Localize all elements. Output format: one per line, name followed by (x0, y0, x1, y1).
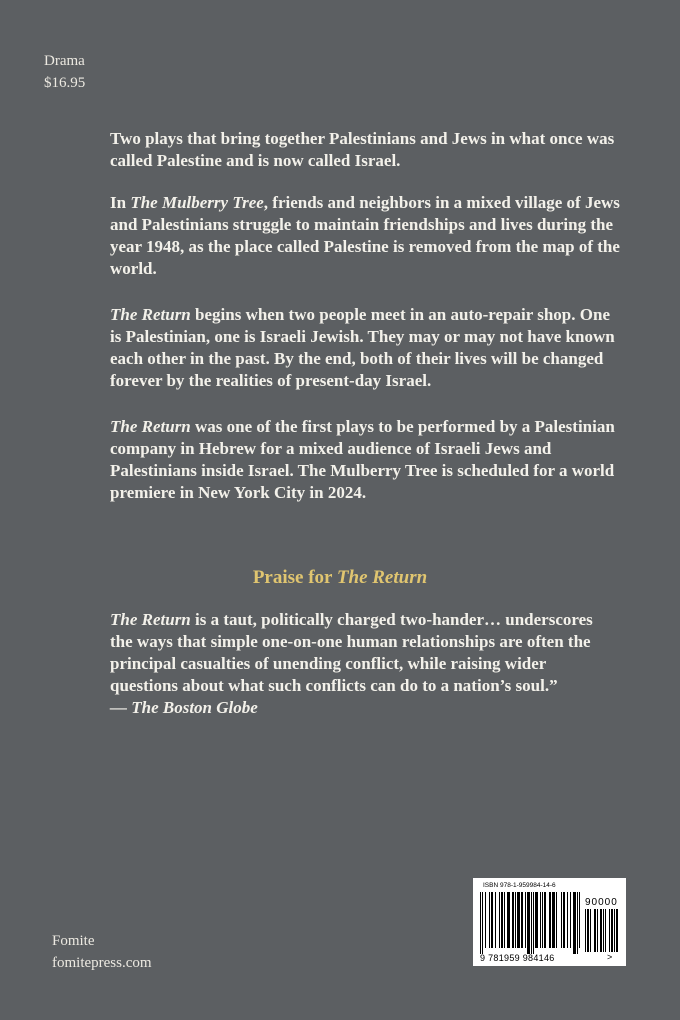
blurb-paragraph-performance (110, 416, 620, 504)
quote-play-title: The Return (110, 610, 191, 629)
description-blurb (110, 128, 620, 524)
quote-source: — The Boston Globe (110, 698, 258, 717)
play-title-return: The Return (110, 305, 191, 324)
blurb-text: In (110, 193, 131, 212)
review-quote (110, 609, 610, 719)
praise-heading-prefix: Praise for (252, 567, 337, 588)
play-title-return: The Return (110, 417, 191, 436)
addon-bars (585, 909, 621, 952)
price-code: 90000 (585, 897, 618, 908)
blurb-paragraph-return (110, 304, 620, 392)
isbn-label: ISBN 978-1-959984-14-6 (483, 882, 556, 889)
category-label: Drama (44, 53, 85, 69)
play-title-mulberry: The Mulberry Tree (130, 193, 264, 212)
praise-heading-title: The Return (336, 567, 428, 588)
praise-heading (0, 567, 680, 589)
blurb-text: begins when two people meet in an auto-repair shop. One is Palestinian, one is Israeli Jewish. They may or may not have known each other in the past. By the end, both of their lives will be changed forever by the realities of present-day Israel. (110, 305, 615, 390)
publisher-block (52, 930, 152, 974)
blurb-paragraph-mulberry (110, 192, 620, 280)
ean-digits: 9 781959 984146 (480, 953, 555, 963)
blurb-paragraph-intro: Two plays that bring together Palestinians and Jews in what once was called Palestine and is now called Israel. (110, 129, 615, 170)
blurb-text: , friends and neighbors in a mixed village of Jews and Palestinians struggle to maintain friendships and lives during the year 1948, as the place called Palestine is removed from the map of the world. (110, 193, 620, 278)
category-price-block (44, 50, 85, 94)
isbn-barcode (473, 878, 626, 966)
quiet-zone-arrow: > (607, 952, 613, 962)
quote-text: is a taut, politically charged two-hander… underscores the ways that simple one-on-one human relationships are often the principal casualties of unending conflict, while raising wider questions about what such conflicts can do to a nation’s soul.” (110, 610, 593, 695)
price-label: $16.95 (44, 75, 86, 91)
quote-body (110, 610, 593, 695)
blurb-text: was one of the first plays to be performed by a Palestinian company in Hebrew for a mixed audience of Israeli Jews and Palestinians inside Israel. The Mulberry Tree is scheduled for a world premiere in New York City in 2024. (110, 417, 615, 502)
publisher-name: Fomite (52, 933, 95, 949)
ean-bars (480, 892, 580, 954)
publisher-url: fomitepress.com (52, 955, 152, 971)
